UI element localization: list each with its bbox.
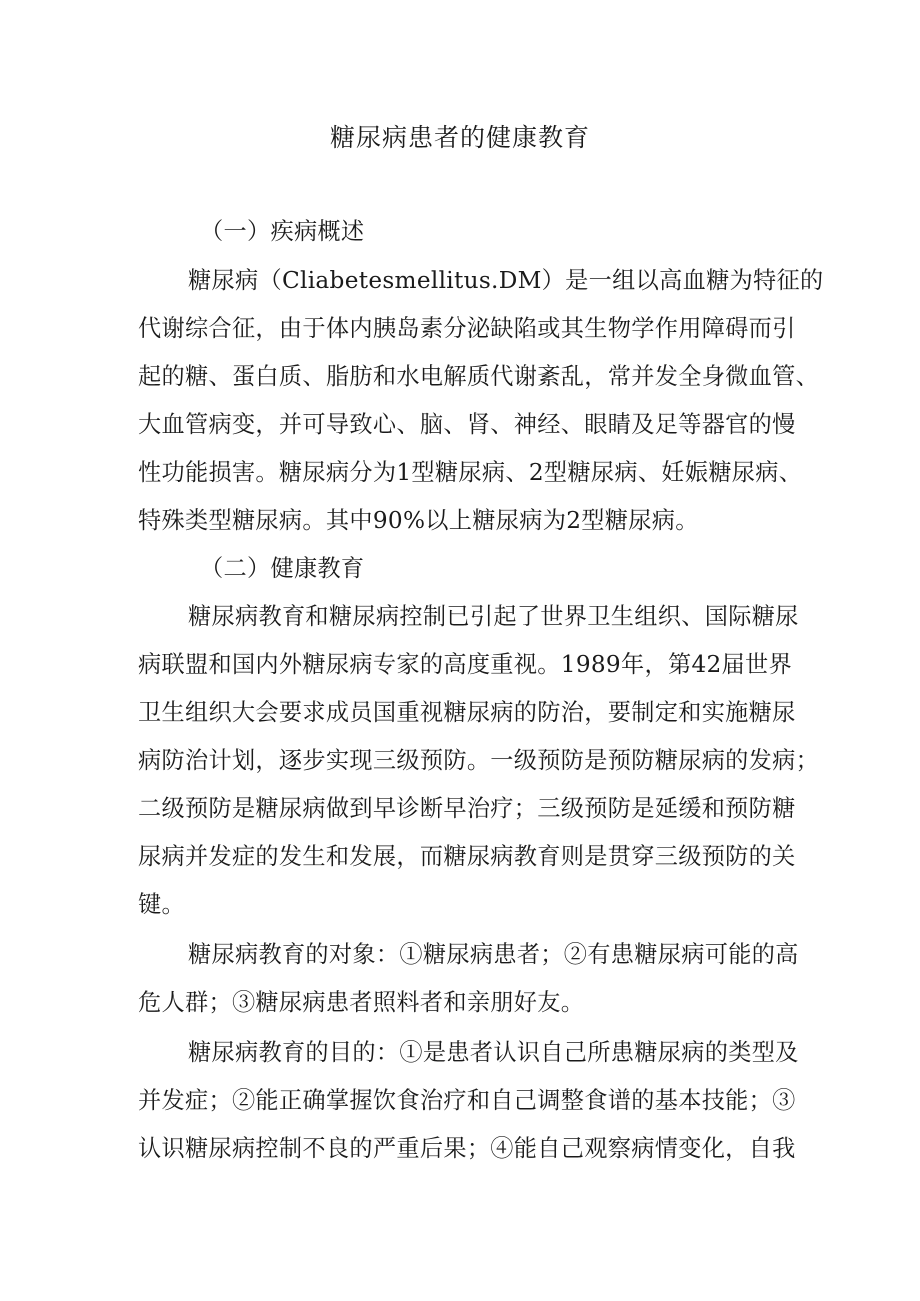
paragraph-line: 特殊类型糖尿病。其中90%以上糖尿病为2型糖尿病。 [138,507,699,534]
paragraph-line: 认识糖尿病控制不良的严重后果；④能自己观察病情变化，自我 [138,1135,796,1162]
paragraph-line: 起的糖、蛋白质、脂肪和水电解质代谢紊乱，常并发全身微血管、 [138,363,820,390]
paragraph-line: 二级预防是糖尿病做到早诊断早治疗；三级预防是延缓和预防糖 [138,795,796,822]
paragraph-line: 并发症；②能正确掌握饮食治疗和自己调整食谱的基本技能；③ [138,1087,796,1114]
section-heading-overview: （一）疾病概述 [200,218,365,245]
paragraph-line: 糖尿病教育的目的：①是患者认识自己所患糖尿病的类型及 [188,1039,799,1066]
paragraph-line: 尿病并发症的发生和发展，而糖尿病教育则是贯穿三级预防的关 [138,843,796,870]
paragraph-line: 卫生组织大会要求成员国重视糖尿病的防治，要制定和实施糖尿 [138,699,796,726]
paragraph-line: 糖尿病教育的对象：①糖尿病患者；②有患糖尿病可能的高 [188,941,799,968]
paragraph-line: 糖尿病教育和糖尿病控制已引起了世界卫生组织、国际糖尿 [188,603,799,630]
section-heading-education: （二）健康教育 [200,555,365,582]
paragraph-line: 键。 [138,891,185,918]
paragraph-line: 病防治计划，逐步实现三级预防。一级预防是预防糖尿病的发病； [138,747,820,774]
document-title: 糖尿病患者的健康教育 [329,123,590,152]
paragraph-line: 糖尿病（Cliabetesmellitus.DM）是一组以高血糖为特征的 [188,267,824,294]
paragraph-line: 危人群；③糖尿病患者照料者和亲朋好友。 [138,989,585,1016]
paragraph-line: 性功能损害。糖尿病分为1型糖尿病、2型糖尿病、妊娠糖尿病、 [138,459,803,486]
paragraph-line: 病联盟和国内外糖尿病专家的高度重视。1989年，第42届世界 [138,651,793,678]
paragraph-line: 代谢综合征，由于体内胰岛素分泌缺陷或其生物学作用障碍而引 [138,315,796,342]
paragraph-line: 大血管病变，并可导致心、脑、肾、神经、眼睛及足等器官的慢 [138,411,796,438]
